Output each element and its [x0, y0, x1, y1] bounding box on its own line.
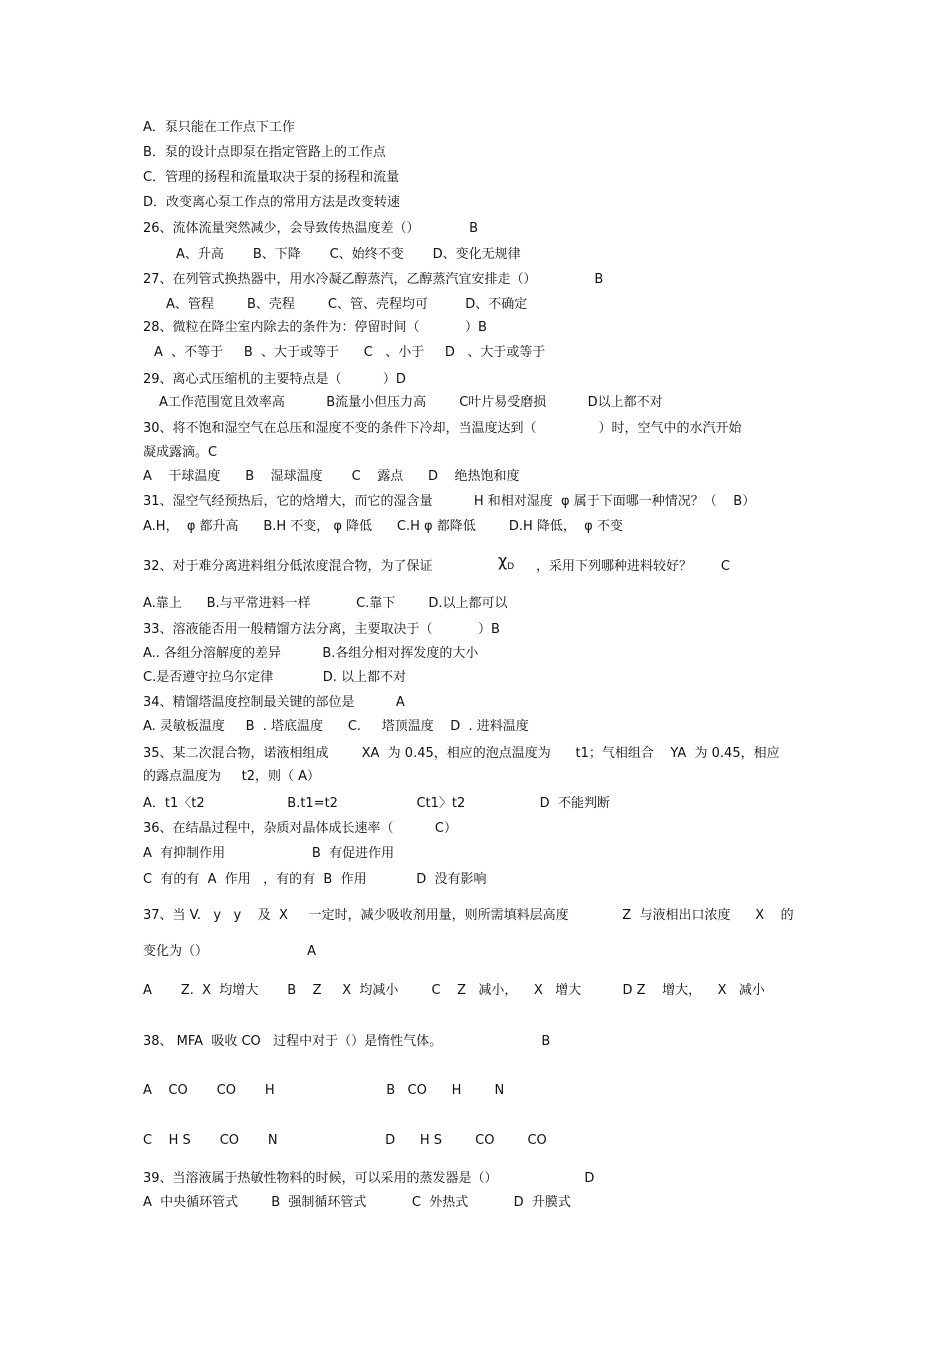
text-line: C．管理的扬程和流量取决于泵的扬程和流量	[143, 170, 400, 185]
text-line: 27、在列管式换热器中，用水冷凝乙醇蒸汽，乙醇蒸汽宜安排走（） B	[143, 272, 604, 287]
text-line: D．改变离心泵工作点的常用方法是改变转速	[143, 195, 401, 210]
text-line: A CO CO H B CO H N	[143, 1083, 505, 1098]
text-line: 35、某二次混合物，诺液相组成 XA 为 0.45，相应的泡点温度为 t1；气相组合 YA 为 0.45，相应	[143, 746, 780, 761]
text-line: A工作范围宽且效率高 B流量小但压力高 C叶片易受磨损 D以上都不对	[159, 395, 663, 410]
text-line: 30、将不饱和湿空气在总压和湿度不变的条件下冷却，当温度达到（ ）时，空气中的水汽开始	[143, 421, 742, 436]
text-line: A 中央循环管式 B 强制循环管式 C 外热式 D 升膜式	[143, 1195, 571, 1210]
text-line: A.H， φ 都升高 B.H 不变， φ 降低 C.H φ 都降低 D.H 降低， φ 不变	[143, 519, 623, 534]
text-line: 变化为（） A	[143, 944, 317, 959]
text-line: C H S CO N D H S CO CO	[143, 1133, 547, 1148]
text-line: A. 灵敏板温度 B . 塔底温度 C. 塔顶温度 D . 进料温度	[143, 719, 529, 734]
text-line: A.靠上 B.与平常进料一样 C.靠下 D.以上都可以	[143, 596, 508, 611]
text-line: 的露点温度为 t2，则（ A）	[143, 769, 321, 784]
text-line: A 有抑制作用 B 有促进作用	[143, 846, 395, 861]
text-line: A．t1〈t2 B.t1=t2 Ct1〉t2 D 不能判断	[143, 796, 610, 811]
text-line: C 有的有 A 作用 ，有的有 B 作用 D 没有影响	[143, 872, 487, 887]
xd-symbol: $\chi_D$	[498, 551, 515, 572]
text-line: 31、湿空气经预热后，它的焓增大，而它的湿含量 H 和相对湿度 φ 属于下面哪一种情况？（ B）	[143, 494, 756, 509]
text-line: A.. 各组分溶解度的差异 B.各组分相对挥发度的大小	[143, 646, 479, 661]
text-line: 34、精馏塔温度控制最关键的部位是 A	[143, 695, 405, 710]
text-line: A 干球温度 B 湿球温度 C 露点 D 绝热饱和度	[143, 469, 520, 484]
text-line: 29、离心式压缩机的主要特点是（ ）D	[143, 372, 406, 387]
text-line: 凝成露滴。C	[143, 445, 218, 460]
text-line: B．泵的设计点即泵在指定管路上的工作点	[143, 145, 386, 160]
text-line: 28、微粒在降尘室内除去的条件为：停留时间（ ）B	[143, 320, 487, 335]
text-line: 39、当溶液属于热敏性物料的时候，可以采用的蒸发器是（） D	[143, 1171, 595, 1186]
text-line: 37、当 V. y y 及 X 一定时，减少吸收剂用量，则所需填料层高度 Z 与液相出口浓度 X 的	[143, 908, 794, 923]
text-line: A Z. X 均增大 B Z X 均减小 C Z 减小， X 增大 D Z 增大， X 减小	[143, 983, 765, 998]
text-line: A．泵只能在工作点下工作	[143, 120, 295, 135]
text-line: 32、对于难分离进料组分低浓度混合物，为了保证	[143, 559, 433, 574]
text-line: 36、在结晶过程中，杂质对晶体成长速率（ C）	[143, 821, 457, 836]
text-line: 26、流体流量突然减少，会导致传热温度差（） B	[143, 221, 479, 236]
text-line: 38、 MFA 吸收 CO 过程中对于（）是惰性气体。 B	[143, 1034, 551, 1049]
text-line: A、升高 B、下降 C、始终不变 D、变化无规律	[176, 247, 521, 262]
text-line: C.是否遵守拉乌尔定律 D. 以上都不对	[143, 670, 407, 685]
text-line: ，采用下列哪种进料较好？ C	[536, 559, 731, 574]
text-line: 33、溶液能否用一般精馏方法分离，主要取决于（ ）B	[143, 622, 500, 637]
text-line: A、管程 B、壳程 C、管、壳程均可 D、不确定	[166, 297, 528, 312]
text-line: A 、不等于 B 、大于或等于 C 、小于 D 、大于或等于	[154, 345, 546, 360]
